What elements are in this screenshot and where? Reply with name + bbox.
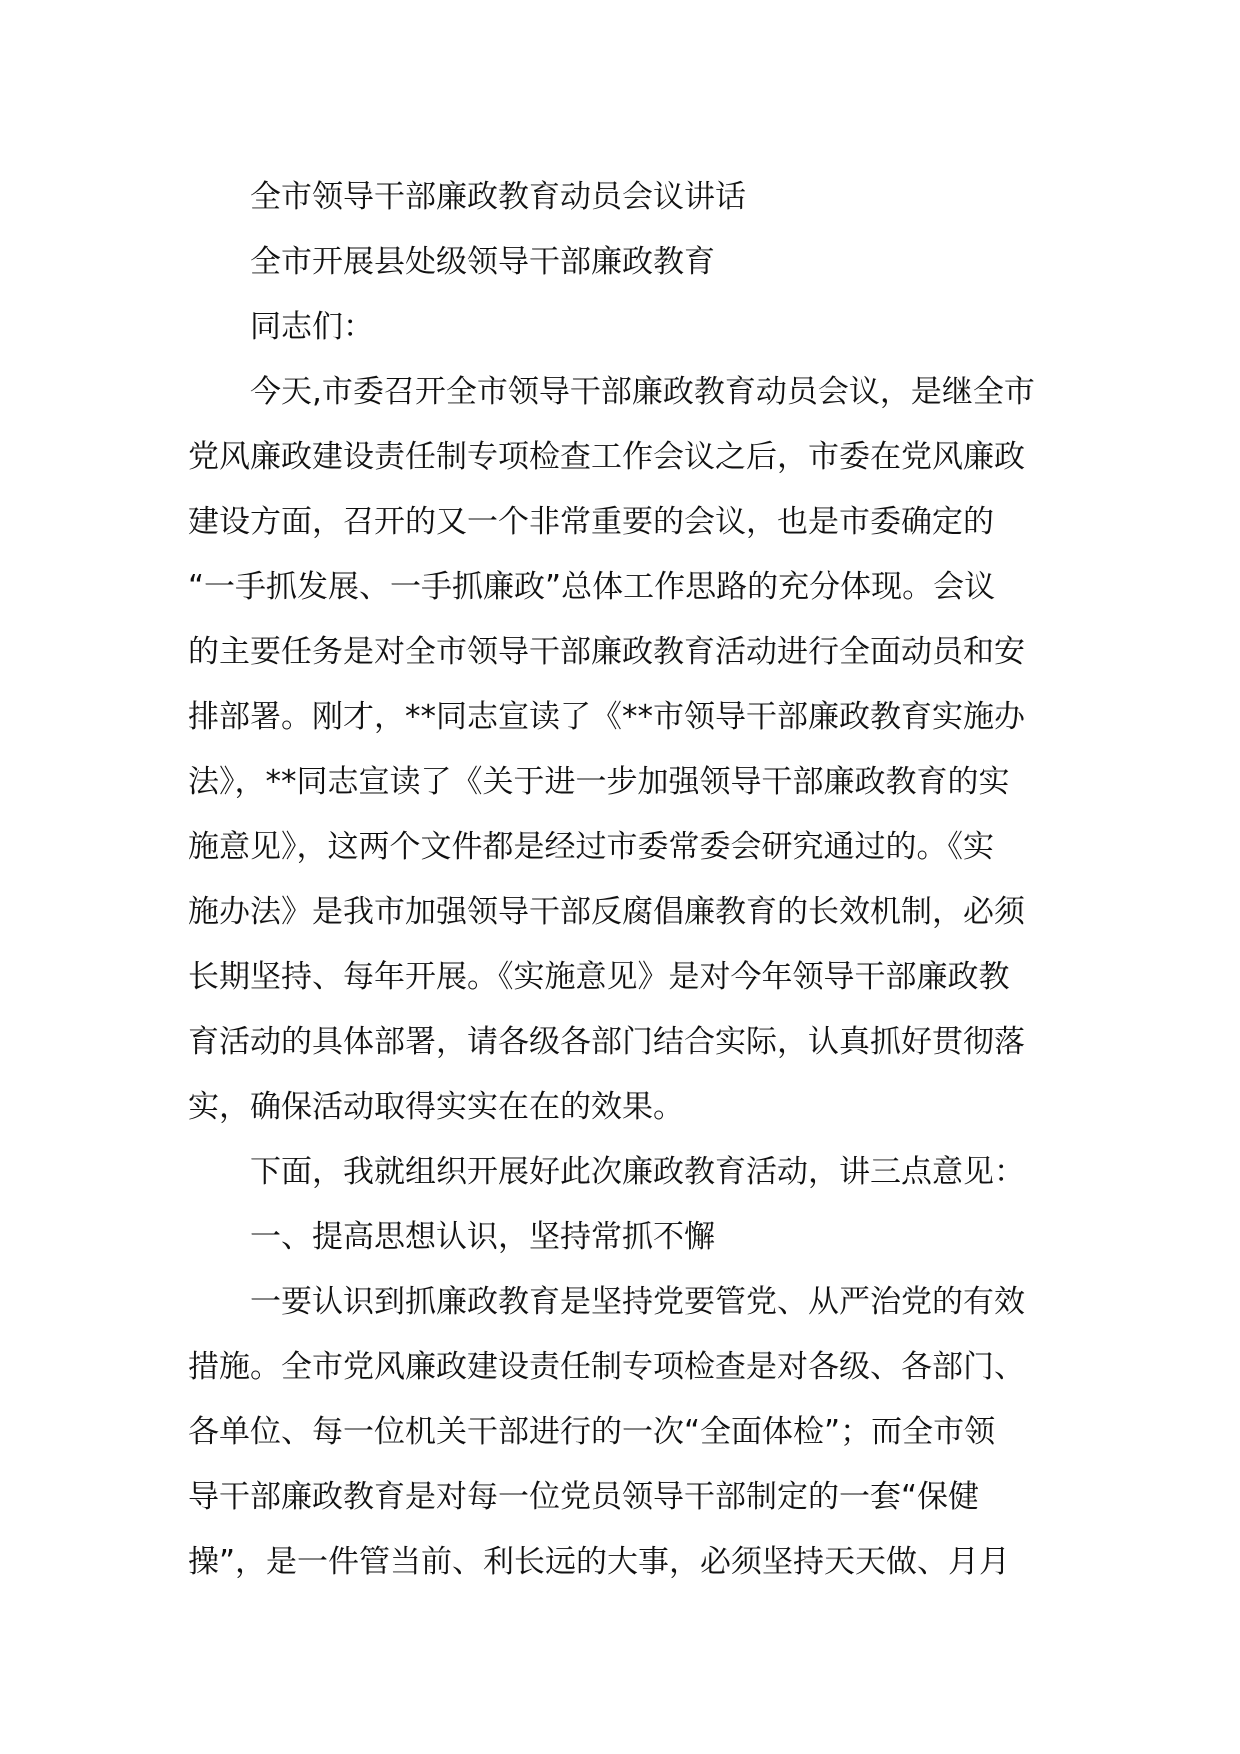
section-heading-1: 一、提高思想认识，坚持常抓不懈 xyxy=(250,1219,715,1255)
document-title: 全市领导干部廉政教育动员会议讲话 xyxy=(250,179,746,215)
salutation: 同志们： xyxy=(250,309,374,345)
paragraph-opening: 今天,市委召开全市领导干部廉政教育动员会议，是继全市 党风廉政建设责任制专项检查工作会议之后，市委在党风廉政 建设方面，召开的又一个非常重要的会议，也是市委确定的 “一手抓发展、一手抓廉政”总体工作思路的充分体现。会议 的主要任务是对全市领导干部廉政教育活动进行全面动员和安 排部署。刚才，**同志宣读了《**市领导干部廉政教育实施办 法》，**同志宣读了《关于进一步加强领导干部廉政教育的实 施意见》，这两个文件都是经过市委常委会研究通过的。《实 施办法》是我市加强领导干部反腐倡廉教育的长效机制，必须 长期坚持、每年开展。《实施意见》是对今年领导干部廉政教 育活动的具体部署，请各级各部门结合实际，认真抓好贯彻落 实，确保活动取得实实在在的效果。 xyxy=(188,374,1035,1125)
paragraph-point-1: 一要认识到抓廉政教育是坚持党要管党、从严治党的有效 措施。全市党风廉政建设责任制专项检查是对各级、各部门、 各单位、每一位机关干部进行的一次“全面体检”；而全市领 导干部廉政教育是对每一位党员领导干部制定的一套“保健 操”，是一件管当前、利长远的大事，必须坚持天天做、月月 xyxy=(188,1284,1025,1580)
document-body xyxy=(188,165,1068,1595)
paragraph-intro-points: 下面，我就组织开展好此次廉政教育活动，讲三点意见： xyxy=(250,1154,1025,1190)
document-subtitle: 全市开展县处级领导干部廉政教育 xyxy=(250,244,715,280)
